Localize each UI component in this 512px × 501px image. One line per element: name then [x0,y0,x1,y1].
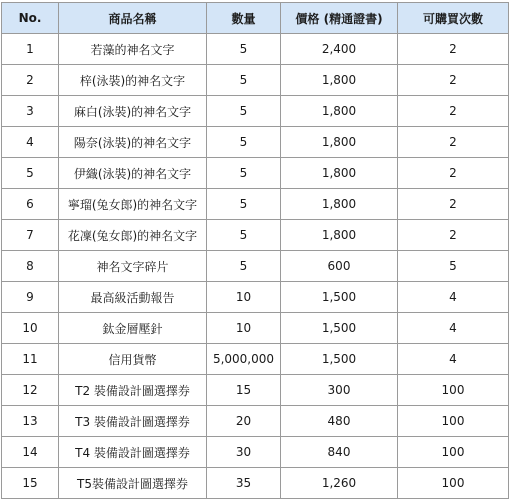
cell-purchase-limit: 2 [398,96,509,127]
cell-price: 1,800 [281,220,398,251]
cell-quantity: 5 [207,189,281,220]
cell-purchase-limit: 2 [398,127,509,158]
cell-price: 1,500 [281,282,398,313]
cell-item-name: 梓(泳裝)的神名文字 [59,65,207,96]
shop-items-table [1,2,509,499]
table-row [2,468,509,499]
cell-quantity: 5 [207,220,281,251]
cell-purchase-limit: 2 [398,220,509,251]
cell-no: 13 [2,406,59,437]
cell-item-name: 麻白(泳裝)的神名文字 [59,96,207,127]
cell-no: 3 [2,96,59,127]
cell-quantity: 5,000,000 [207,344,281,375]
table-row [2,282,509,313]
cell-quantity: 5 [207,65,281,96]
cell-item-name: 伊織(泳裝)的神名文字 [59,158,207,189]
cell-purchase-limit: 4 [398,282,509,313]
shop-table-container [1,2,509,499]
cell-price: 1,800 [281,127,398,158]
cell-quantity: 35 [207,468,281,499]
cell-purchase-limit: 100 [398,406,509,437]
cell-item-name: 若藻的神名文字 [59,34,207,65]
cell-item-name: T4 裝備設計圖選擇券 [59,437,207,468]
table-row [2,127,509,158]
cell-quantity: 30 [207,437,281,468]
table-row [2,313,509,344]
table-row [2,34,509,65]
cell-no: 2 [2,65,59,96]
cell-purchase-limit: 4 [398,344,509,375]
cell-no: 8 [2,251,59,282]
cell-item-name: 信用貨幣 [59,344,207,375]
table-row [2,406,509,437]
cell-quantity: 10 [207,282,281,313]
cell-price: 600 [281,251,398,282]
cell-item-name: T5裝備設計圖選擇券 [59,468,207,499]
cell-price: 300 [281,375,398,406]
header-no: No. [2,3,59,34]
cell-price: 1,800 [281,96,398,127]
cell-purchase-limit: 4 [398,313,509,344]
cell-item-name: 寧瑠(兔女郎)的神名文字 [59,189,207,220]
cell-price: 1,800 [281,189,398,220]
table-row [2,158,509,189]
cell-quantity: 5 [207,251,281,282]
cell-no: 5 [2,158,59,189]
cell-purchase-limit: 2 [398,65,509,96]
cell-item-name: 陽奈(泳裝)的神名文字 [59,127,207,158]
cell-price: 2,400 [281,34,398,65]
cell-quantity: 20 [207,406,281,437]
table-row [2,375,509,406]
cell-item-name: T3 裝備設計圖選擇券 [59,406,207,437]
table-row [2,96,509,127]
header-price: 價格 (精通證書) [281,3,398,34]
cell-quantity: 5 [207,34,281,65]
cell-item-name: 花凜(兔女郎)的神名文字 [59,220,207,251]
cell-purchase-limit: 2 [398,189,509,220]
cell-no: 11 [2,344,59,375]
table-row [2,189,509,220]
cell-price: 1,260 [281,468,398,499]
cell-quantity: 5 [207,158,281,189]
cell-no: 1 [2,34,59,65]
cell-price: 480 [281,406,398,437]
cell-price: 1,800 [281,158,398,189]
table-row [2,344,509,375]
cell-no: 4 [2,127,59,158]
cell-purchase-limit: 100 [398,375,509,406]
cell-no: 12 [2,375,59,406]
header-row [2,3,509,34]
cell-no: 14 [2,437,59,468]
cell-purchase-limit: 100 [398,468,509,499]
cell-quantity: 5 [207,127,281,158]
cell-no: 9 [2,282,59,313]
cell-price: 1,800 [281,65,398,96]
header-purchase-limit: 可購買次數 [398,3,509,34]
cell-item-name: 最高級活動報告 [59,282,207,313]
cell-purchase-limit: 2 [398,158,509,189]
cell-item-name: 神名文字碎片 [59,251,207,282]
header-item-name: 商品名稱 [59,3,207,34]
table-body [2,34,509,499]
table-row [2,251,509,282]
table-row [2,220,509,251]
header-quantity: 數量 [207,3,281,34]
table-row [2,65,509,96]
cell-quantity: 15 [207,375,281,406]
cell-purchase-limit: 5 [398,251,509,282]
cell-no: 6 [2,189,59,220]
cell-no: 15 [2,468,59,499]
cell-price: 1,500 [281,313,398,344]
cell-quantity: 5 [207,96,281,127]
cell-no: 10 [2,313,59,344]
cell-price: 840 [281,437,398,468]
cell-item-name: 鈦金層壓針 [59,313,207,344]
cell-purchase-limit: 2 [398,34,509,65]
cell-purchase-limit: 100 [398,437,509,468]
cell-no: 7 [2,220,59,251]
table-header [2,3,509,34]
cell-quantity: 10 [207,313,281,344]
cell-price: 1,500 [281,344,398,375]
table-row [2,437,509,468]
cell-item-name: T2 裝備設計圖選擇券 [59,375,207,406]
